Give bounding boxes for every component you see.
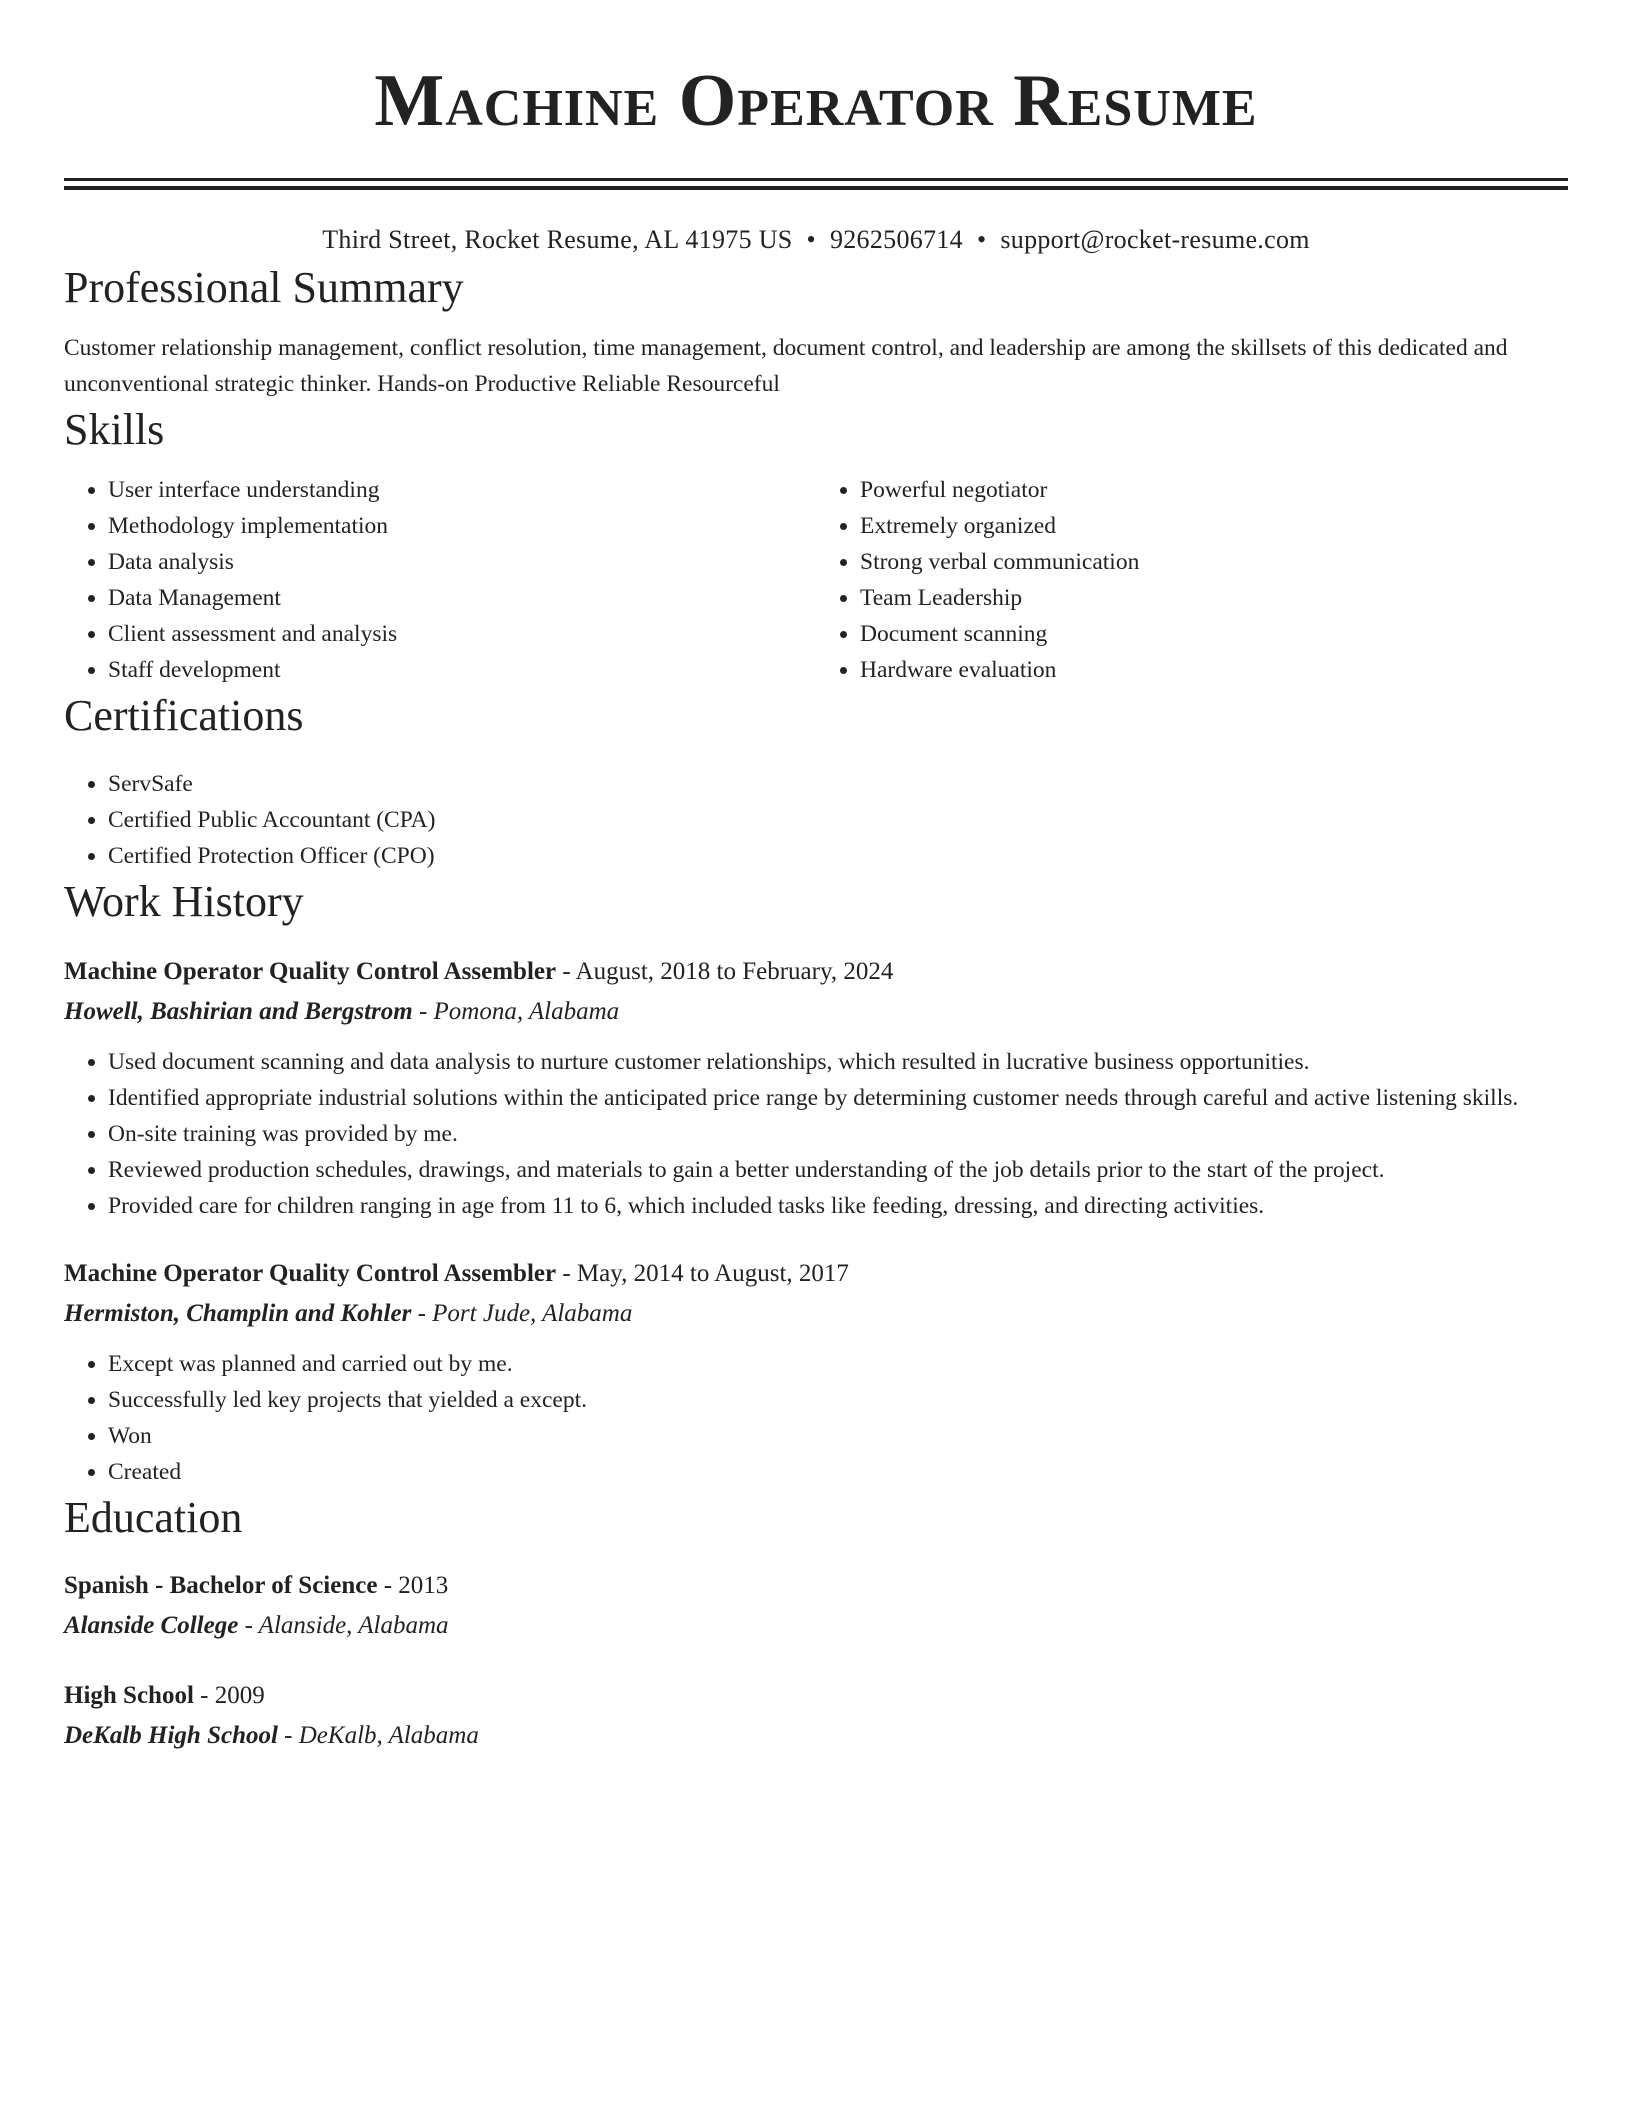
contact-address: Third Street, Rocket Resume, AL 41975 US [322,225,793,254]
skill-item: • Document scanning [860,616,1568,652]
certification-item: • Certified Protection Officer (CPO) [108,838,1568,874]
job-duty: • On-site training was provided by me. [108,1116,1568,1152]
job-title: Machine Operator Quality Control Assembler [64,1260,557,1287]
skill-item: • Strong verbal communication [860,544,1568,580]
skill-item: • Hardware evaluation [860,652,1568,688]
job-duty: • Provided care for children ranging in age from 11 to 6, which included tasks like feeding, dressing, and directing activities. [108,1188,1568,1224]
summary-heading: Professional Summary [64,263,464,312]
contact-phone: 9262506714 [829,225,963,254]
job-entry [64,952,1568,1224]
skill-item: • Staff development [108,652,816,688]
skill-item: • Data analysis [108,544,816,580]
job-duty: • Won [108,1418,1568,1454]
job-duty: • Successfully led key projects that yielded a except. [108,1382,1568,1418]
contact-separator: • [976,225,987,254]
skill-item: • Methodology implementation [108,508,816,544]
skill-item: • Team Leadership [860,580,1568,616]
work-history-heading: Work History [64,877,304,926]
education-school-line [64,1606,1568,1646]
job-duty: • Reviewed production schedules, drawings, and materials to gain a better understanding of the job details prior to the start of the project. [108,1152,1568,1188]
job-location: - Pomona, Alabama [412,998,620,1025]
skill-item: • Data Management [108,580,816,616]
skill-item: • Extremely organized [860,508,1568,544]
certification-item: • ServSafe [108,766,1568,802]
resume-title: Machine Operator Resume [374,60,1258,142]
job-duties-list [64,1044,1568,1224]
job-header [64,1254,1568,1294]
job-entry [64,1254,1568,1490]
certifications-heading: Certifications [64,691,304,740]
job-duty: • Created [108,1454,1568,1490]
education-header [64,1676,1568,1716]
education-school-line [64,1716,1568,1756]
contact-email: support@rocket-resume.com [1000,225,1310,254]
education-year: - 2009 [193,1682,265,1709]
education-location: - Alanside, Alabama [238,1612,449,1639]
job-employer [64,1294,1568,1334]
education-year: - 2013 [377,1572,449,1599]
job-dates: - August, 2018 to February, 2024 [556,958,894,985]
education-entry [64,1676,1568,1756]
skill-item: • Powerful negotiator [860,472,1568,508]
skill-item: • User interface understanding [108,472,816,508]
job-company: Howell, Bashirian and Bergstrom [64,998,413,1025]
job-duty: • Used document scanning and data analysis to nurture customer relationships, which resulted in lucrative business opportunities. [108,1044,1568,1080]
title-divider [64,178,1568,190]
education-entry [64,1566,1568,1646]
education-school: DeKalb High School [64,1722,278,1749]
summary-text: Customer relationship management, conflict resolution, time management, document control, and leadership are among the skillsets of this dedicated and unconventional strategic thinker. Hands-on Productive Reliable Resourceful [64,335,1508,397]
job-title: Machine Operator Quality Control Assembler [64,958,557,985]
job-location: - Port Jude, Alabama [411,1300,633,1327]
education-location: - DeKalb, Alabama [277,1722,479,1749]
education-header [64,1566,1568,1606]
education-degree: High School [64,1682,194,1709]
job-duty: • Identified appropriate industrial solutions within the anticipated price range by determining customer needs through careful and active listening skills. [108,1080,1568,1116]
skill-item: • Client assessment and analysis [108,616,816,652]
job-company: Hermiston, Champlin and Kohler [64,1300,412,1327]
skills-heading: Skills [64,405,165,454]
education-heading: Education [64,1493,243,1542]
contact-separator: • [806,225,816,254]
job-header [64,952,1568,992]
job-duty: • Except was planned and carried out by me. [108,1346,1568,1382]
contact-line [64,220,1568,260]
skills-left-list [64,472,816,688]
certifications-list [64,766,1568,874]
job-dates: - May, 2014 to August, 2017 [556,1260,849,1287]
job-employer [64,992,1568,1032]
certification-item: • Certified Public Accountant (CPA) [108,802,1568,838]
education-degree: Spanish - Bachelor of Science [64,1572,378,1599]
job-duties-list [64,1346,1568,1490]
education-school: Alanside College [64,1612,239,1639]
skills-columns [64,472,1568,688]
skills-right-list [816,472,1568,688]
